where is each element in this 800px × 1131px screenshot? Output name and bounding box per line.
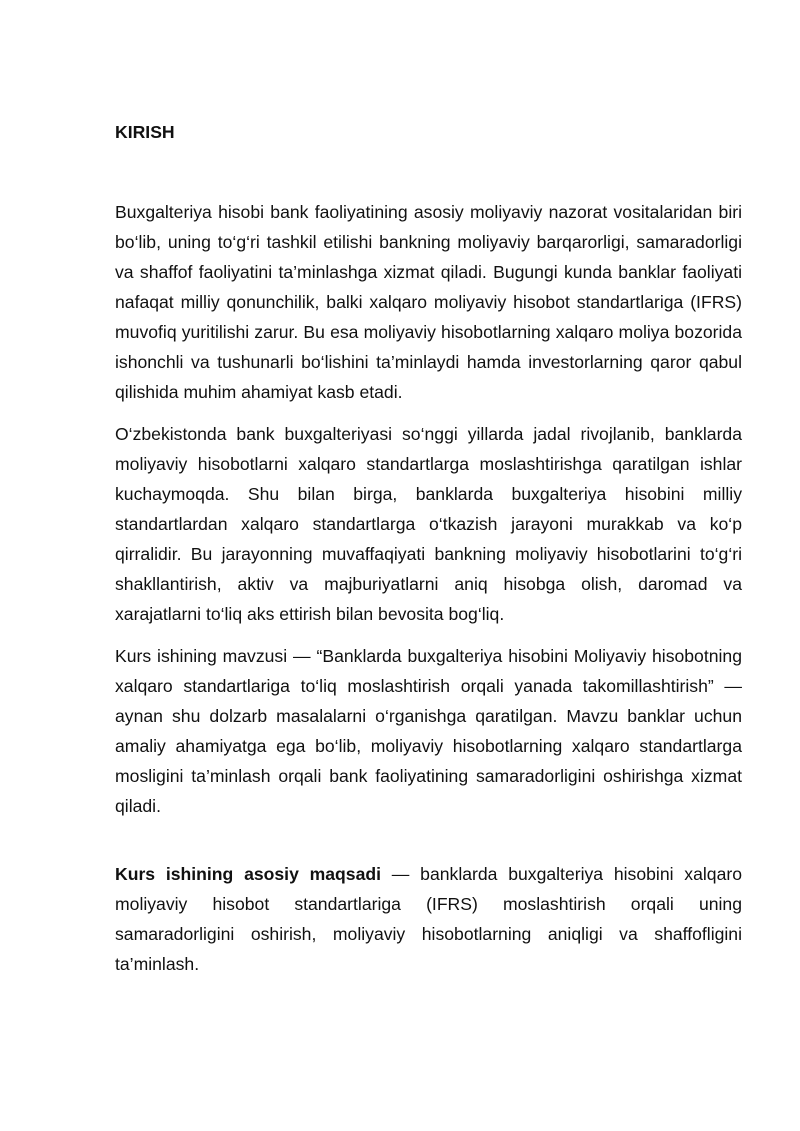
- paragraph-uzbekistan: O‘zbekistonda bank buxgalteriyasi so‘nggi yillarda jadal rivojlanib, banklarda moliyaviy hisobotlarni xalqaro standartlarga moslashtirishga qaratilgan ishlar kuchaymoqda. Shu bilan birga, banklarda buxgalteriya hisobini milliy standartlardan xalqaro standartlarga o‘tkazish jarayoni murakkab va ko‘p qirralidir. Bu jarayonning muvaffaqiyati bankning moliyaviy hisobotlarini to‘g‘ri shakllantirish, aktiv va majburiyatlarni aniq hisobga olish, daromad va xarajatlarni to‘liq aks ettirish bilan bevosita bog‘liq.: [115, 424, 742, 624]
- paragraph-topic: Kurs ishining mavzusi — “Banklarda buxgalteriya hisobini Moliyaviy hisobotning xalqaro standartlariga to‘liq moslashtirish orqali yanada takomillashtirish” — aynan shu dolzarb masalalarni o‘rganishga qaratilgan. Mavzu banklar uchun amaliy ahamiyatga ega bo‘lib, moliyaviy hisobotlarning xalqaro standartlarga mosligini ta’minlash orqali bank faoliyatining samaradorligini oshirishga xizmat qiladi.: [115, 646, 742, 816]
- section-heading: KIRISH: [115, 122, 175, 142]
- goal-lead: Kurs ishining asosiy maqsadi: [115, 864, 382, 884]
- goal-text: — banklarda buxgalteriya hisobini xalqaro moliyaviy hisobot standartlariga (IFRS) moslashtirish orqali uning samaradorligini oshirish, moliyaviy hisobotlarning aniqligi va shaffofligini ta’minlash.: [115, 864, 742, 974]
- paragraph-intro: Buxgalteriya hisobi bank faoliyatining asosiy moliyaviy nazorat vositalaridan biri bo‘lib, uning to‘g‘ri tashkil etilishi bankning moliyaviy barqarorligi, samaradorligi va shaffof faoliyatini ta’minlashga xizmat qiladi. Bugungi kunda banklar faoliyati nafaqat milliy qonunchilik, balki xalqaro moliyaviy hisobot standartlariga (IFRS) muvofiq yuritilishi zarur. Bu esa moliyaviy hisobotlarning xalqaro moliya bozorida ishonchli va tushunarli bo‘lishini ta’minlaydi hamda investorlarning qaror qabul qilishida muhim ahamiyat kasb etadi.: [115, 202, 742, 402]
- document-body: [115, 117, 742, 991]
- paragraph-goal: [115, 859, 742, 979]
